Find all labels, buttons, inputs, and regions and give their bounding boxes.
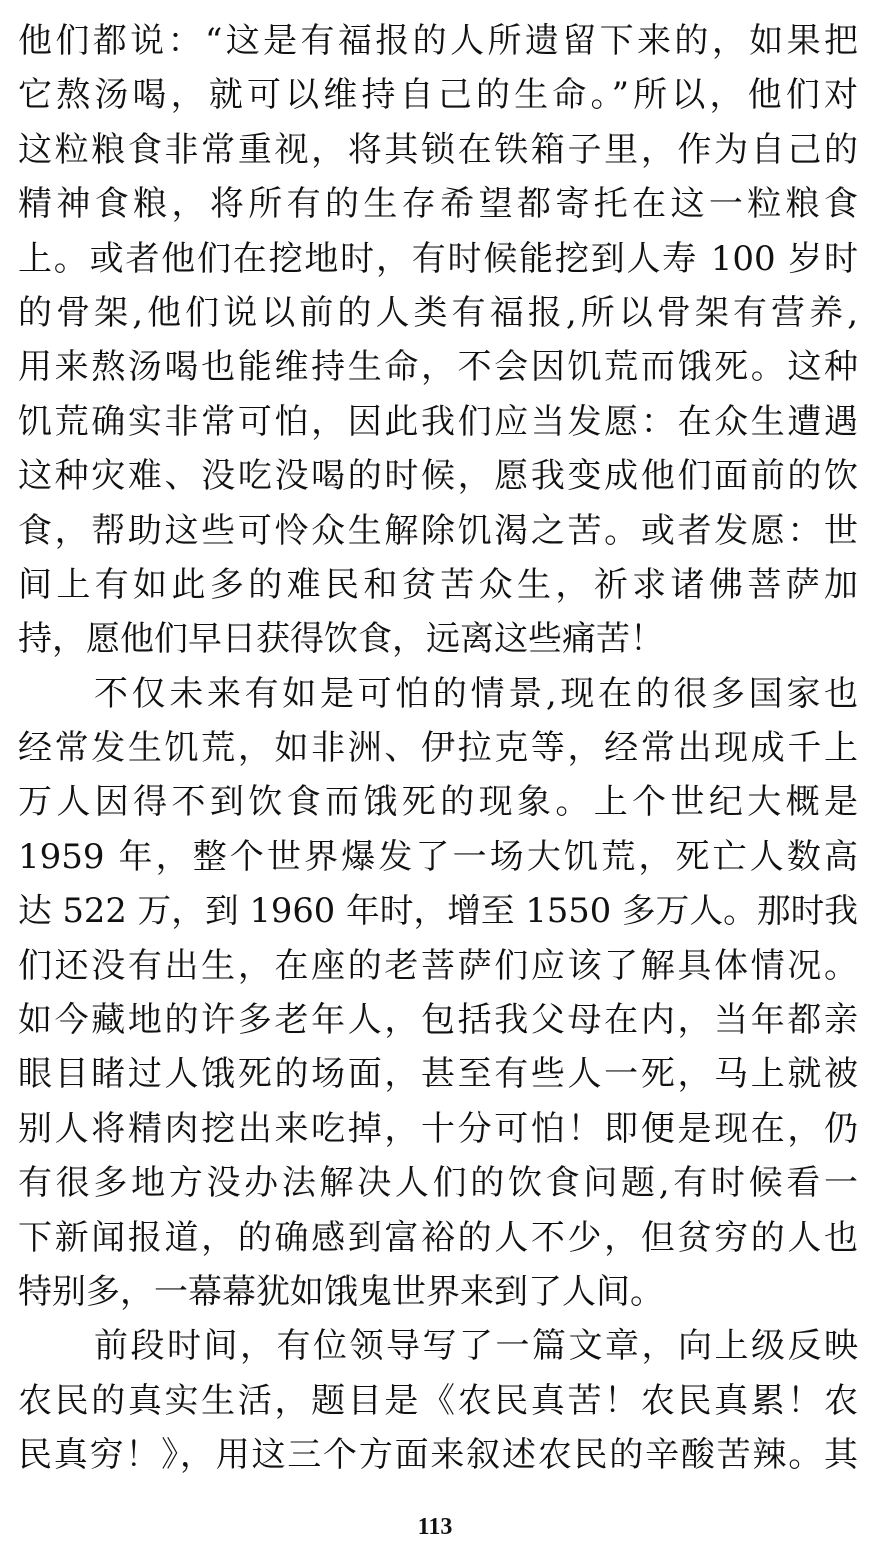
text-line: 别人将精肉挖出来吃掉，十分可怕！即便是现在，仍	[18, 1108, 858, 1149]
text-line: 他们都说：“这是有福报的人所遗留下来的，如果把	[18, 21, 858, 61]
text-line: 特别多，一幕幕犹如饿鬼世界来到了人间。	[18, 1271, 664, 1312]
text-line: 食，帮助这些可怜众生解除饥渴之苦。或者发愿：世	[18, 510, 858, 551]
text-line: 们还没有出生，在座的老菩萨们应该了解具体情况。	[18, 945, 858, 986]
text-line: 如今藏地的许多老年人，包括我父母在内，当年都亲	[18, 1000, 858, 1041]
text-line: 下新闻报道，的确感到富裕的人不少，但贫穷的人也	[18, 1217, 858, 1258]
body-text	[18, 14, 858, 1483]
text-line: 民真穷！》，用这三个方面来叙述农民的辛酸苦辣。其	[18, 1435, 858, 1476]
text-line: 万人因得不到饮食而饿死的现象。上个世纪大概是	[18, 782, 858, 823]
text-line: 的骨架,他们说以前的人类有福报,所以骨架有营养,	[18, 292, 858, 333]
text-line: 饥荒确实非常可怕，因此我们应当发愿：在众生遭遇	[18, 401, 858, 442]
text-line: 1959 年，整个世界爆发了一场大饥荒，死亡人数高	[18, 836, 858, 877]
text-line: 精神食粮，将所有的生存希望都寄托在这一粒粮食	[18, 184, 858, 225]
text-line: 农民的真实生活，题目是《农民真苦！农民真累！农	[18, 1380, 858, 1421]
text-line: 有很多地方没办法解决人们的饮食问题,有时候看一	[18, 1163, 858, 1204]
text-line: 这粒粮食非常重视，将其锁在铁箱子里，作为自己的	[18, 129, 858, 170]
text-line: 经常发生饥荒，如非洲、伊拉克等，经常出现成千上	[18, 728, 858, 769]
text-line: 这种灾难、没吃没喝的时候，愿我变成他们面前的饮	[18, 456, 858, 497]
text-line: 间上有如此多的难民和贫苦众生，祈求诸佛菩萨加	[18, 564, 858, 605]
page-number: 113	[417, 1514, 453, 1540]
text-line: 它熬汤喝，就可以维持自己的生命。”所以，他们对	[18, 75, 858, 116]
text-line: 眼目睹过人饿死的场面，甚至有些人一死，马上就被	[18, 1054, 858, 1095]
text-line: 用来熬汤喝也能维持生命，不会因饥荒而饿死。这种	[18, 347, 858, 388]
text-line: 达 522 万，到 1960 年时，增至 1550 多万人。那时我	[18, 891, 858, 931]
text-line: 持，愿他们早日获得饮食，远离这些痛苦！	[18, 619, 664, 660]
text-line: 不仅未来有如是可怕的情景,现在的很多国家也	[94, 673, 858, 714]
text-line: 前段时间，有位领导写了一篇文章，向上级反映	[94, 1326, 858, 1367]
text-line: 上。或者他们在挖地时，有时候能挖到人寿 100 岁时	[18, 238, 858, 279]
